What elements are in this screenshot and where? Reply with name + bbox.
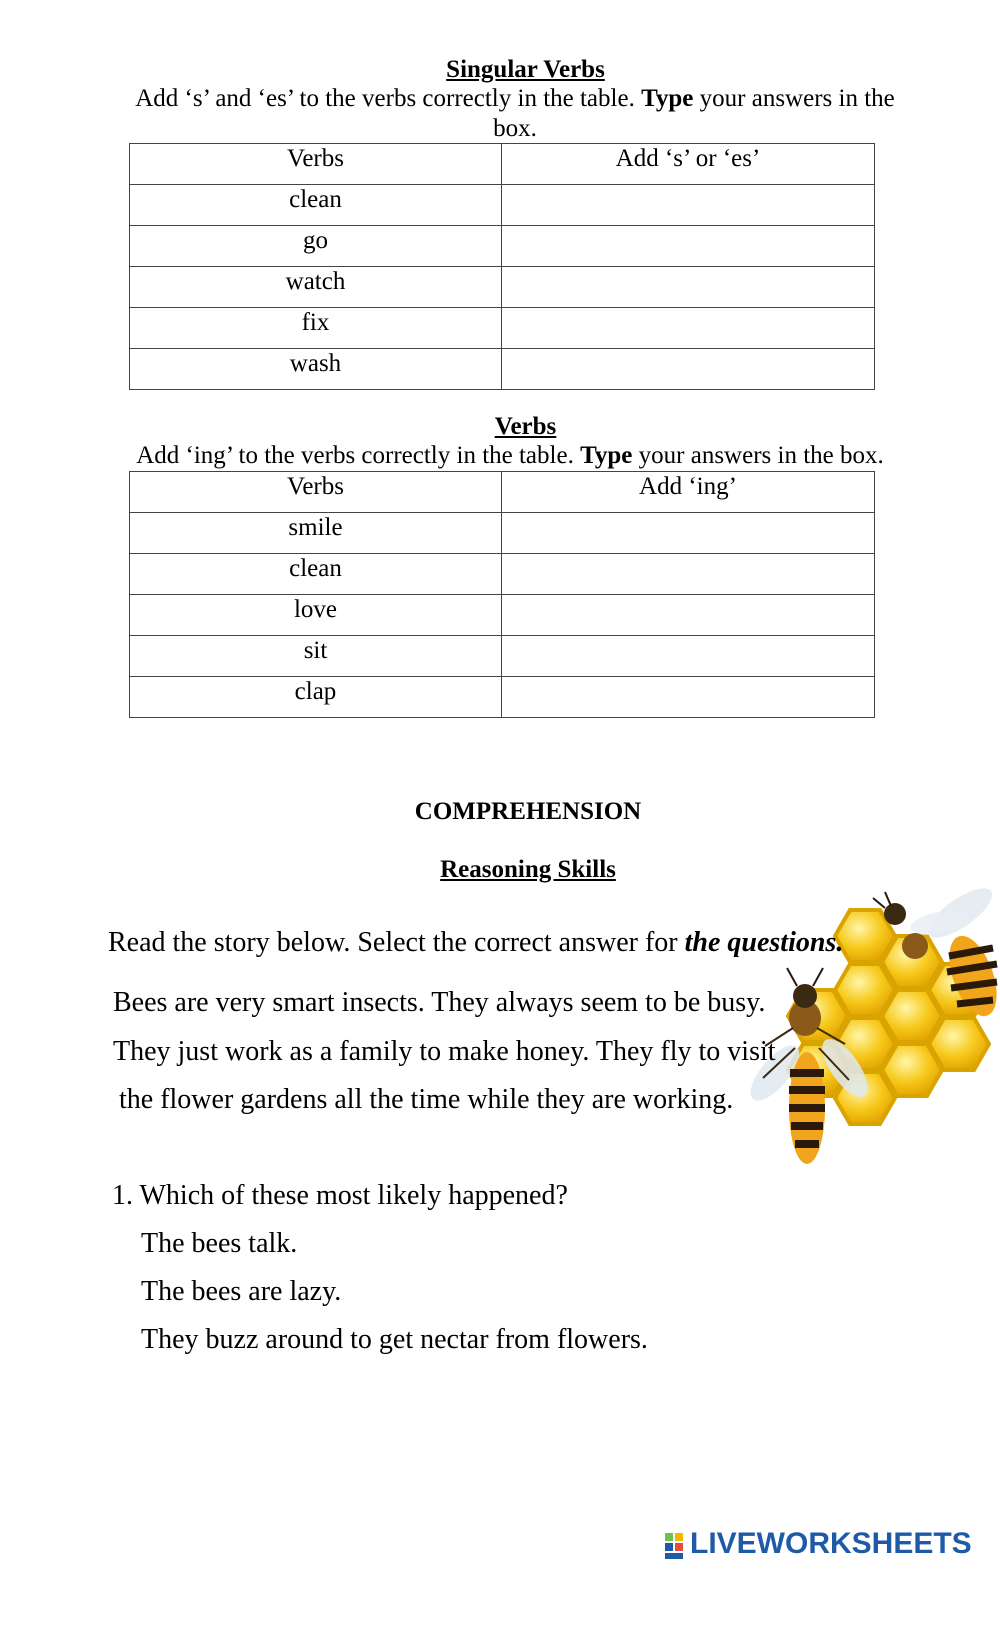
comprehension-instruction-text: Read the story below. Select the correct answer for — [108, 927, 685, 958]
answer-cell[interactable] — [502, 185, 875, 226]
answer-input[interactable] — [502, 349, 874, 389]
table-row — [130, 226, 875, 267]
answer-input[interactable] — [502, 226, 874, 266]
answer-cell[interactable] — [502, 226, 875, 267]
answer-cell[interactable] — [502, 308, 875, 349]
answer-option[interactable]: The bees talk. — [141, 1228, 298, 1259]
singular-verbs-table — [129, 143, 875, 390]
answer-input[interactable] — [502, 185, 874, 225]
answer-input[interactable] — [502, 513, 874, 553]
answer-cell[interactable] — [502, 349, 875, 390]
answer-input[interactable] — [502, 267, 874, 307]
answer-input[interactable] — [502, 636, 874, 676]
table-row — [130, 349, 875, 390]
answer-cell[interactable] — [502, 595, 875, 636]
answer-input[interactable] — [502, 308, 874, 348]
liveworksheets-logo-text: LIVEWORKSHEETS — [690, 1527, 972, 1560]
comprehension-instruction-emph: the questions. — [684, 927, 844, 958]
section2-title: Verbs — [494, 413, 557, 440]
section2-instruction-bold: Type — [580, 442, 633, 469]
table-row — [130, 308, 875, 349]
section1-instruction-bold: Type — [641, 85, 694, 112]
verb-cell: go — [130, 226, 502, 267]
verb-cell: smile — [130, 513, 502, 554]
column-header-verbs: Verbs — [130, 144, 502, 185]
table-header-row — [130, 144, 875, 185]
section2-instruction — [100, 441, 920, 471]
table-row — [130, 185, 875, 226]
answer-cell[interactable] — [502, 636, 875, 677]
answer-cell[interactable] — [502, 554, 875, 595]
comprehension-heading: COMPREHENSION — [414, 798, 642, 825]
column-header-answer: Add ‘s’ or ‘es’ — [502, 144, 875, 185]
table-row — [130, 267, 875, 308]
verb-cell: love — [130, 595, 502, 636]
section2-instruction-post: your answers in the box. — [632, 442, 884, 469]
verb-cell: clean — [130, 185, 502, 226]
answer-option[interactable]: They buzz around to get nectar from flowers. — [141, 1324, 648, 1355]
comprehension-instruction — [108, 926, 1000, 960]
bee-honeycomb-illustration — [735, 868, 1000, 1188]
section1-instruction-post: your answers in the box. — [493, 85, 895, 142]
story-line: the flower gardens all the time while they are working. — [119, 1084, 734, 1115]
section1-title: Singular Verbs — [446, 56, 605, 83]
comprehension-subheading: Reasoning Skills — [440, 856, 616, 883]
verb-cell: fix — [130, 308, 502, 349]
answer-option[interactable]: The bees are lazy. — [141, 1276, 342, 1307]
answer-cell[interactable] — [502, 267, 875, 308]
column-header-verbs: Verbs — [130, 472, 502, 513]
answer-input[interactable] — [502, 677, 874, 717]
story-line: They just work as a family to make honey. They fly to visit — [113, 1036, 776, 1067]
answer-input[interactable] — [502, 554, 874, 594]
table-row — [130, 513, 875, 554]
table-header-row — [130, 472, 875, 513]
question-text: 1. Which of these most likely happened? — [112, 1180, 568, 1211]
table-row — [130, 595, 875, 636]
table-row — [130, 554, 875, 595]
answer-cell[interactable] — [502, 513, 875, 554]
section1-instruction-pre: Add ‘s’ and ‘es’ to the verbs correctly in the table. — [135, 85, 642, 112]
verb-cell: wash — [130, 349, 502, 390]
table-row — [130, 636, 875, 677]
verb-cell: clean — [130, 554, 502, 595]
table-row — [130, 677, 875, 718]
answer-cell[interactable] — [502, 677, 875, 718]
answer-input[interactable] — [502, 595, 874, 635]
section1-instruction — [130, 84, 900, 144]
ing-verbs-table — [129, 471, 875, 718]
column-header-answer: Add ‘ing’ — [502, 472, 875, 513]
verb-cell: sit — [130, 636, 502, 677]
story-line: Bees are very smart insects. They always seem to be busy. — [113, 987, 766, 1018]
section2-instruction-pre: Add ‘ing’ to the verbs correctly in the table. — [136, 442, 581, 469]
verb-cell: watch — [130, 267, 502, 308]
verb-cell: clap — [130, 677, 502, 718]
